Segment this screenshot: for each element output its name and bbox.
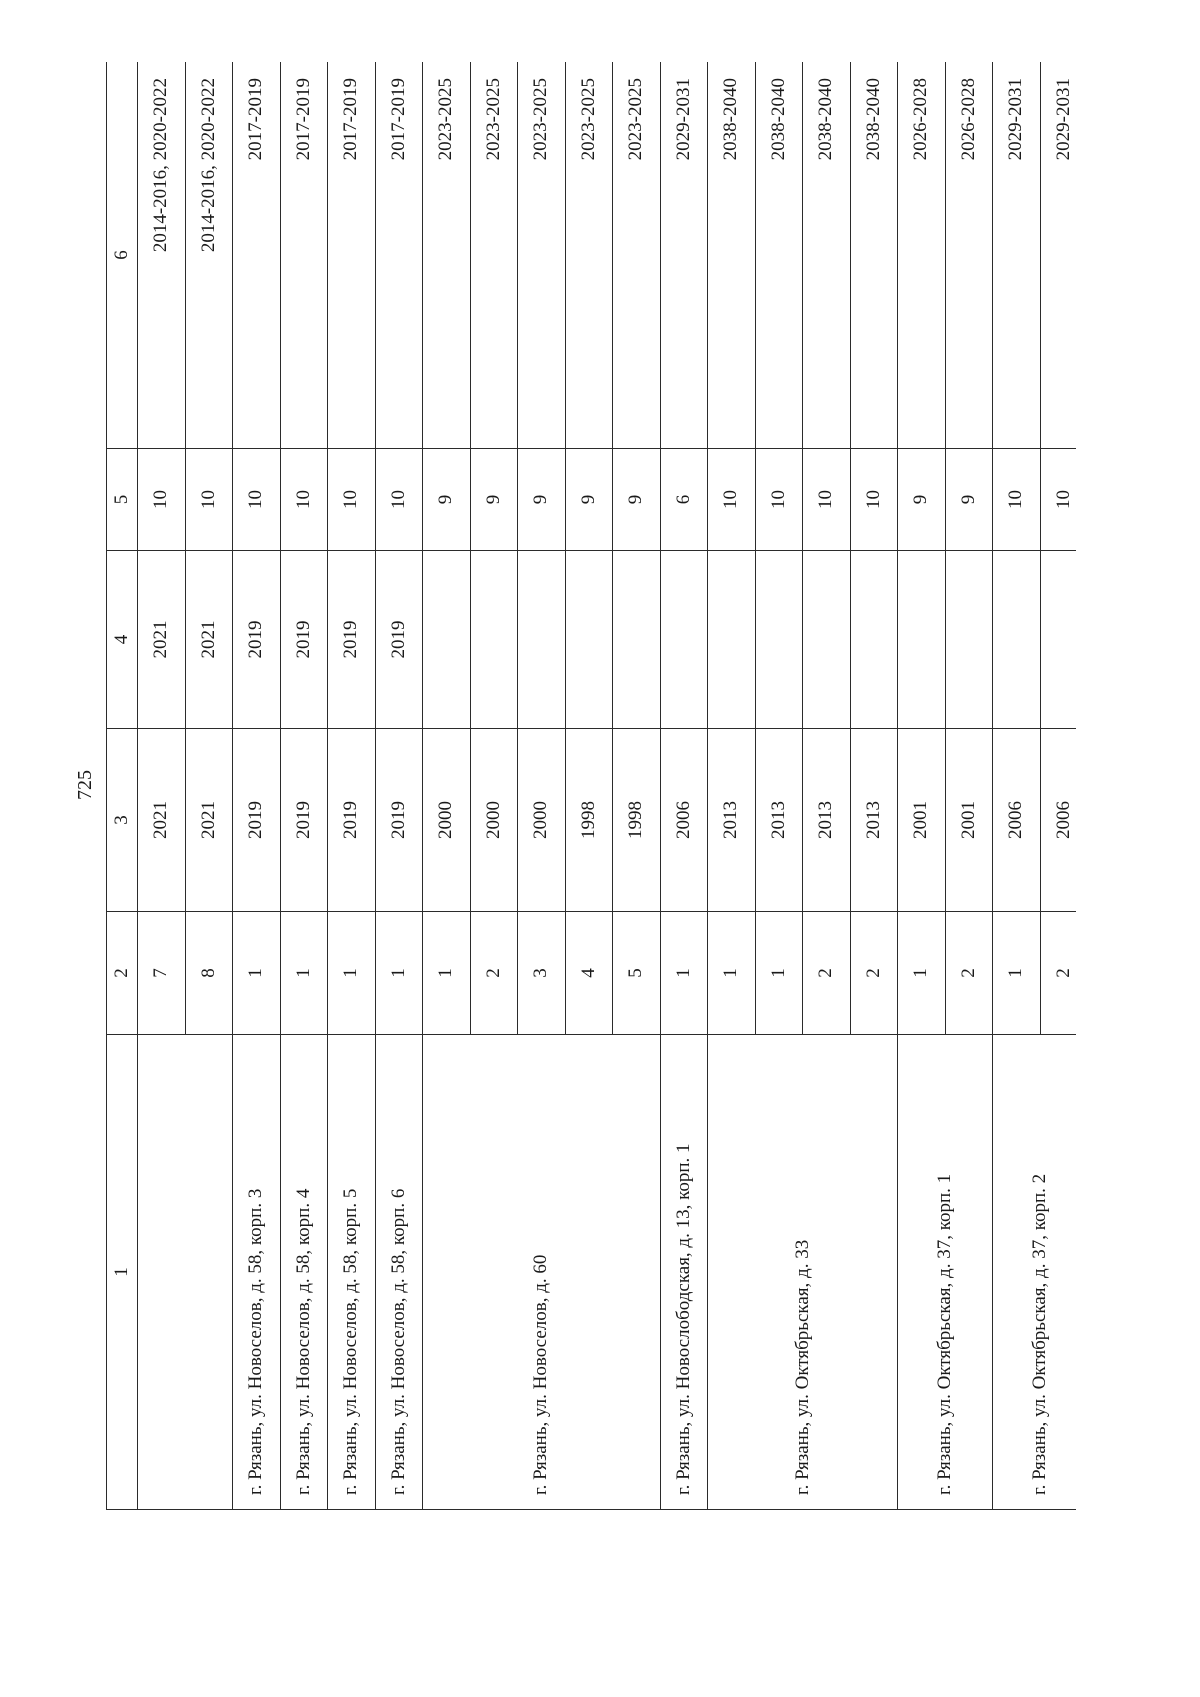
install-year-cell: 2013	[803, 729, 851, 912]
elevator-number-cell: 1	[898, 912, 946, 1035]
floors-cell: 10	[185, 449, 233, 551]
replacement-schedule-table	[106, 62, 1076, 1510]
inspection-year-cell: 2019	[233, 551, 281, 729]
inspection-year-cell	[518, 551, 566, 729]
inspection-year-cell	[565, 551, 613, 729]
table-row	[138, 62, 186, 1510]
inspection-year-cell: 2019	[280, 551, 328, 729]
elevator-number-cell: 1	[423, 912, 471, 1035]
floors-cell: 10	[708, 449, 756, 551]
floors-cell: 9	[898, 449, 946, 551]
replacement-period-cell: 2038-2040	[850, 62, 898, 449]
rotated-table-wrapper	[106, 62, 1076, 1510]
elevator-number-cell: 2	[945, 912, 993, 1035]
replacement-period-cell: 2026-2028	[898, 62, 946, 449]
elevator-number-cell: 1	[993, 912, 1041, 1035]
floors-cell: 9	[423, 449, 471, 551]
elevator-number-cell: 5	[613, 912, 661, 1035]
elevator-number-cell: 1	[755, 912, 803, 1035]
replacement-period-cell: 2014-2016, 2020-2022	[185, 62, 233, 449]
header-cell: 6	[107, 62, 138, 449]
table-row	[233, 62, 281, 1510]
elevator-number-cell: 3	[518, 912, 566, 1035]
table-row	[993, 62, 1041, 1510]
install-year-cell: 2019	[328, 729, 376, 912]
install-year-cell: 2000	[423, 729, 471, 912]
inspection-year-cell	[1040, 551, 1076, 729]
replacement-period-cell: 2017-2019	[328, 62, 376, 449]
inspection-year-cell: 2021	[138, 551, 186, 729]
table-row	[708, 62, 756, 1510]
inspection-year-cell	[755, 551, 803, 729]
floors-cell: 10	[375, 449, 423, 551]
replacement-period-cell: 2029-2031	[993, 62, 1041, 449]
floors-cell: 10	[803, 449, 851, 551]
header-cell: 5	[107, 449, 138, 551]
replacement-period-cell: 2023-2025	[423, 62, 471, 449]
inspection-year-cell	[945, 551, 993, 729]
address-cell: г. Рязань, ул. Новоселов, д. 58, корп. 5	[328, 1035, 376, 1510]
inspection-year-cell	[423, 551, 471, 729]
header-cell: 2	[107, 912, 138, 1035]
replacement-period-cell: 2023-2025	[565, 62, 613, 449]
replacement-period-cell: 2026-2028	[945, 62, 993, 449]
floors-cell: 10	[138, 449, 186, 551]
floors-cell: 10	[1040, 449, 1076, 551]
install-year-cell: 2001	[945, 729, 993, 912]
inspection-year-cell: 2019	[375, 551, 423, 729]
elevator-number-cell: 1	[375, 912, 423, 1035]
floors-cell: 10	[850, 449, 898, 551]
table-row	[280, 62, 328, 1510]
floors-cell: 10	[328, 449, 376, 551]
replacement-period-cell: 2017-2019	[375, 62, 423, 449]
elevator-number-cell: 1	[233, 912, 281, 1035]
floors-cell: 9	[518, 449, 566, 551]
elevator-number-cell: 4	[565, 912, 613, 1035]
header-cell: 3	[107, 729, 138, 912]
elevator-number-cell: 2	[803, 912, 851, 1035]
elevator-number-cell: 2	[470, 912, 518, 1035]
install-year-cell: 2001	[898, 729, 946, 912]
replacement-period-cell: 2038-2040	[755, 62, 803, 449]
floors-cell: 10	[233, 449, 281, 551]
install-year-cell: 2000	[470, 729, 518, 912]
install-year-cell: 1998	[613, 729, 661, 912]
replacement-period-cell: 2038-2040	[708, 62, 756, 449]
inspection-year-cell	[660, 551, 708, 729]
elevator-number-cell: 1	[708, 912, 756, 1035]
replacement-period-cell: 2023-2025	[518, 62, 566, 449]
address-cell: г. Рязань, ул. Новоселов, д. 58, корп. 6	[375, 1035, 423, 1510]
elevator-number-cell: 1	[660, 912, 708, 1035]
elevator-number-cell: 1	[280, 912, 328, 1035]
inspection-year-cell: 2021	[185, 551, 233, 729]
install-year-cell: 2013	[708, 729, 756, 912]
table-row	[660, 62, 708, 1510]
install-year-cell: 2013	[850, 729, 898, 912]
floors-cell: 9	[613, 449, 661, 551]
floors-cell: 10	[755, 449, 803, 551]
inspection-year-cell	[850, 551, 898, 729]
replacement-period-cell: 2029-2031	[1040, 62, 1076, 449]
inspection-year-cell	[993, 551, 1041, 729]
floors-cell: 9	[945, 449, 993, 551]
replacement-period-cell: 2038-2040	[803, 62, 851, 449]
elevator-number-cell: 8	[185, 912, 233, 1035]
floors-cell: 10	[280, 449, 328, 551]
address-cell: г. Рязань, ул. Новоселов, д. 58, корп. 3	[233, 1035, 281, 1510]
install-year-cell: 2006	[993, 729, 1041, 912]
replacement-period-cell: 2023-2025	[613, 62, 661, 449]
address-cell	[138, 1035, 233, 1510]
address-cell: г. Рязань, ул. Новоселов, д. 60	[423, 1035, 661, 1510]
inspection-year-cell	[708, 551, 756, 729]
replacement-period-cell: 2023-2025	[470, 62, 518, 449]
install-year-cell: 2006	[660, 729, 708, 912]
page-number: 725	[74, 770, 96, 800]
address-cell: г. Рязань, ул. Октябрьская, д. 37, корп. 1	[898, 1035, 993, 1510]
install-year-cell: 2021	[138, 729, 186, 912]
address-cell: г. Рязань, ул. Новоселов, д. 58, корп. 4	[280, 1035, 328, 1510]
table-row	[898, 62, 946, 1510]
replacement-period-cell: 2017-2019	[280, 62, 328, 449]
column-number-row	[107, 62, 138, 1510]
install-year-cell: 2019	[280, 729, 328, 912]
elevator-number-cell: 1	[328, 912, 376, 1035]
install-year-cell: 2019	[375, 729, 423, 912]
replacement-period-cell: 2029-2031	[660, 62, 708, 449]
elevator-number-cell: 2	[850, 912, 898, 1035]
elevator-number-cell: 7	[138, 912, 186, 1035]
inspection-year-cell	[898, 551, 946, 729]
floors-cell: 9	[565, 449, 613, 551]
inspection-year-cell	[470, 551, 518, 729]
address-cell: г. Рязань, ул. Новослободская, д. 13, корп. 1	[660, 1035, 708, 1510]
install-year-cell: 1998	[565, 729, 613, 912]
table-row	[423, 62, 471, 1510]
replacement-period-cell: 2014-2016, 2020-2022	[138, 62, 186, 449]
install-year-cell: 2006	[1040, 729, 1076, 912]
header-cell: 4	[107, 551, 138, 729]
inspection-year-cell: 2019	[328, 551, 376, 729]
elevator-number-cell: 2	[1040, 912, 1076, 1035]
install-year-cell: 2000	[518, 729, 566, 912]
replacement-period-cell: 2017-2019	[233, 62, 281, 449]
table-body	[107, 62, 1077, 1510]
address-cell: г. Рязань, ул. Октябрьская, д. 33	[708, 1035, 898, 1510]
floors-cell: 9	[470, 449, 518, 551]
install-year-cell: 2021	[185, 729, 233, 912]
table-row	[328, 62, 376, 1510]
inspection-year-cell	[613, 551, 661, 729]
install-year-cell: 2019	[233, 729, 281, 912]
address-cell: г. Рязань, ул. Октябрьская, д. 37, корп. 2	[993, 1035, 1077, 1510]
floors-cell: 6	[660, 449, 708, 551]
inspection-year-cell	[803, 551, 851, 729]
install-year-cell: 2013	[755, 729, 803, 912]
floors-cell: 10	[993, 449, 1041, 551]
table-row	[375, 62, 423, 1510]
scanned-table-area	[106, 62, 1076, 1510]
header-cell: 1	[107, 1035, 138, 1510]
